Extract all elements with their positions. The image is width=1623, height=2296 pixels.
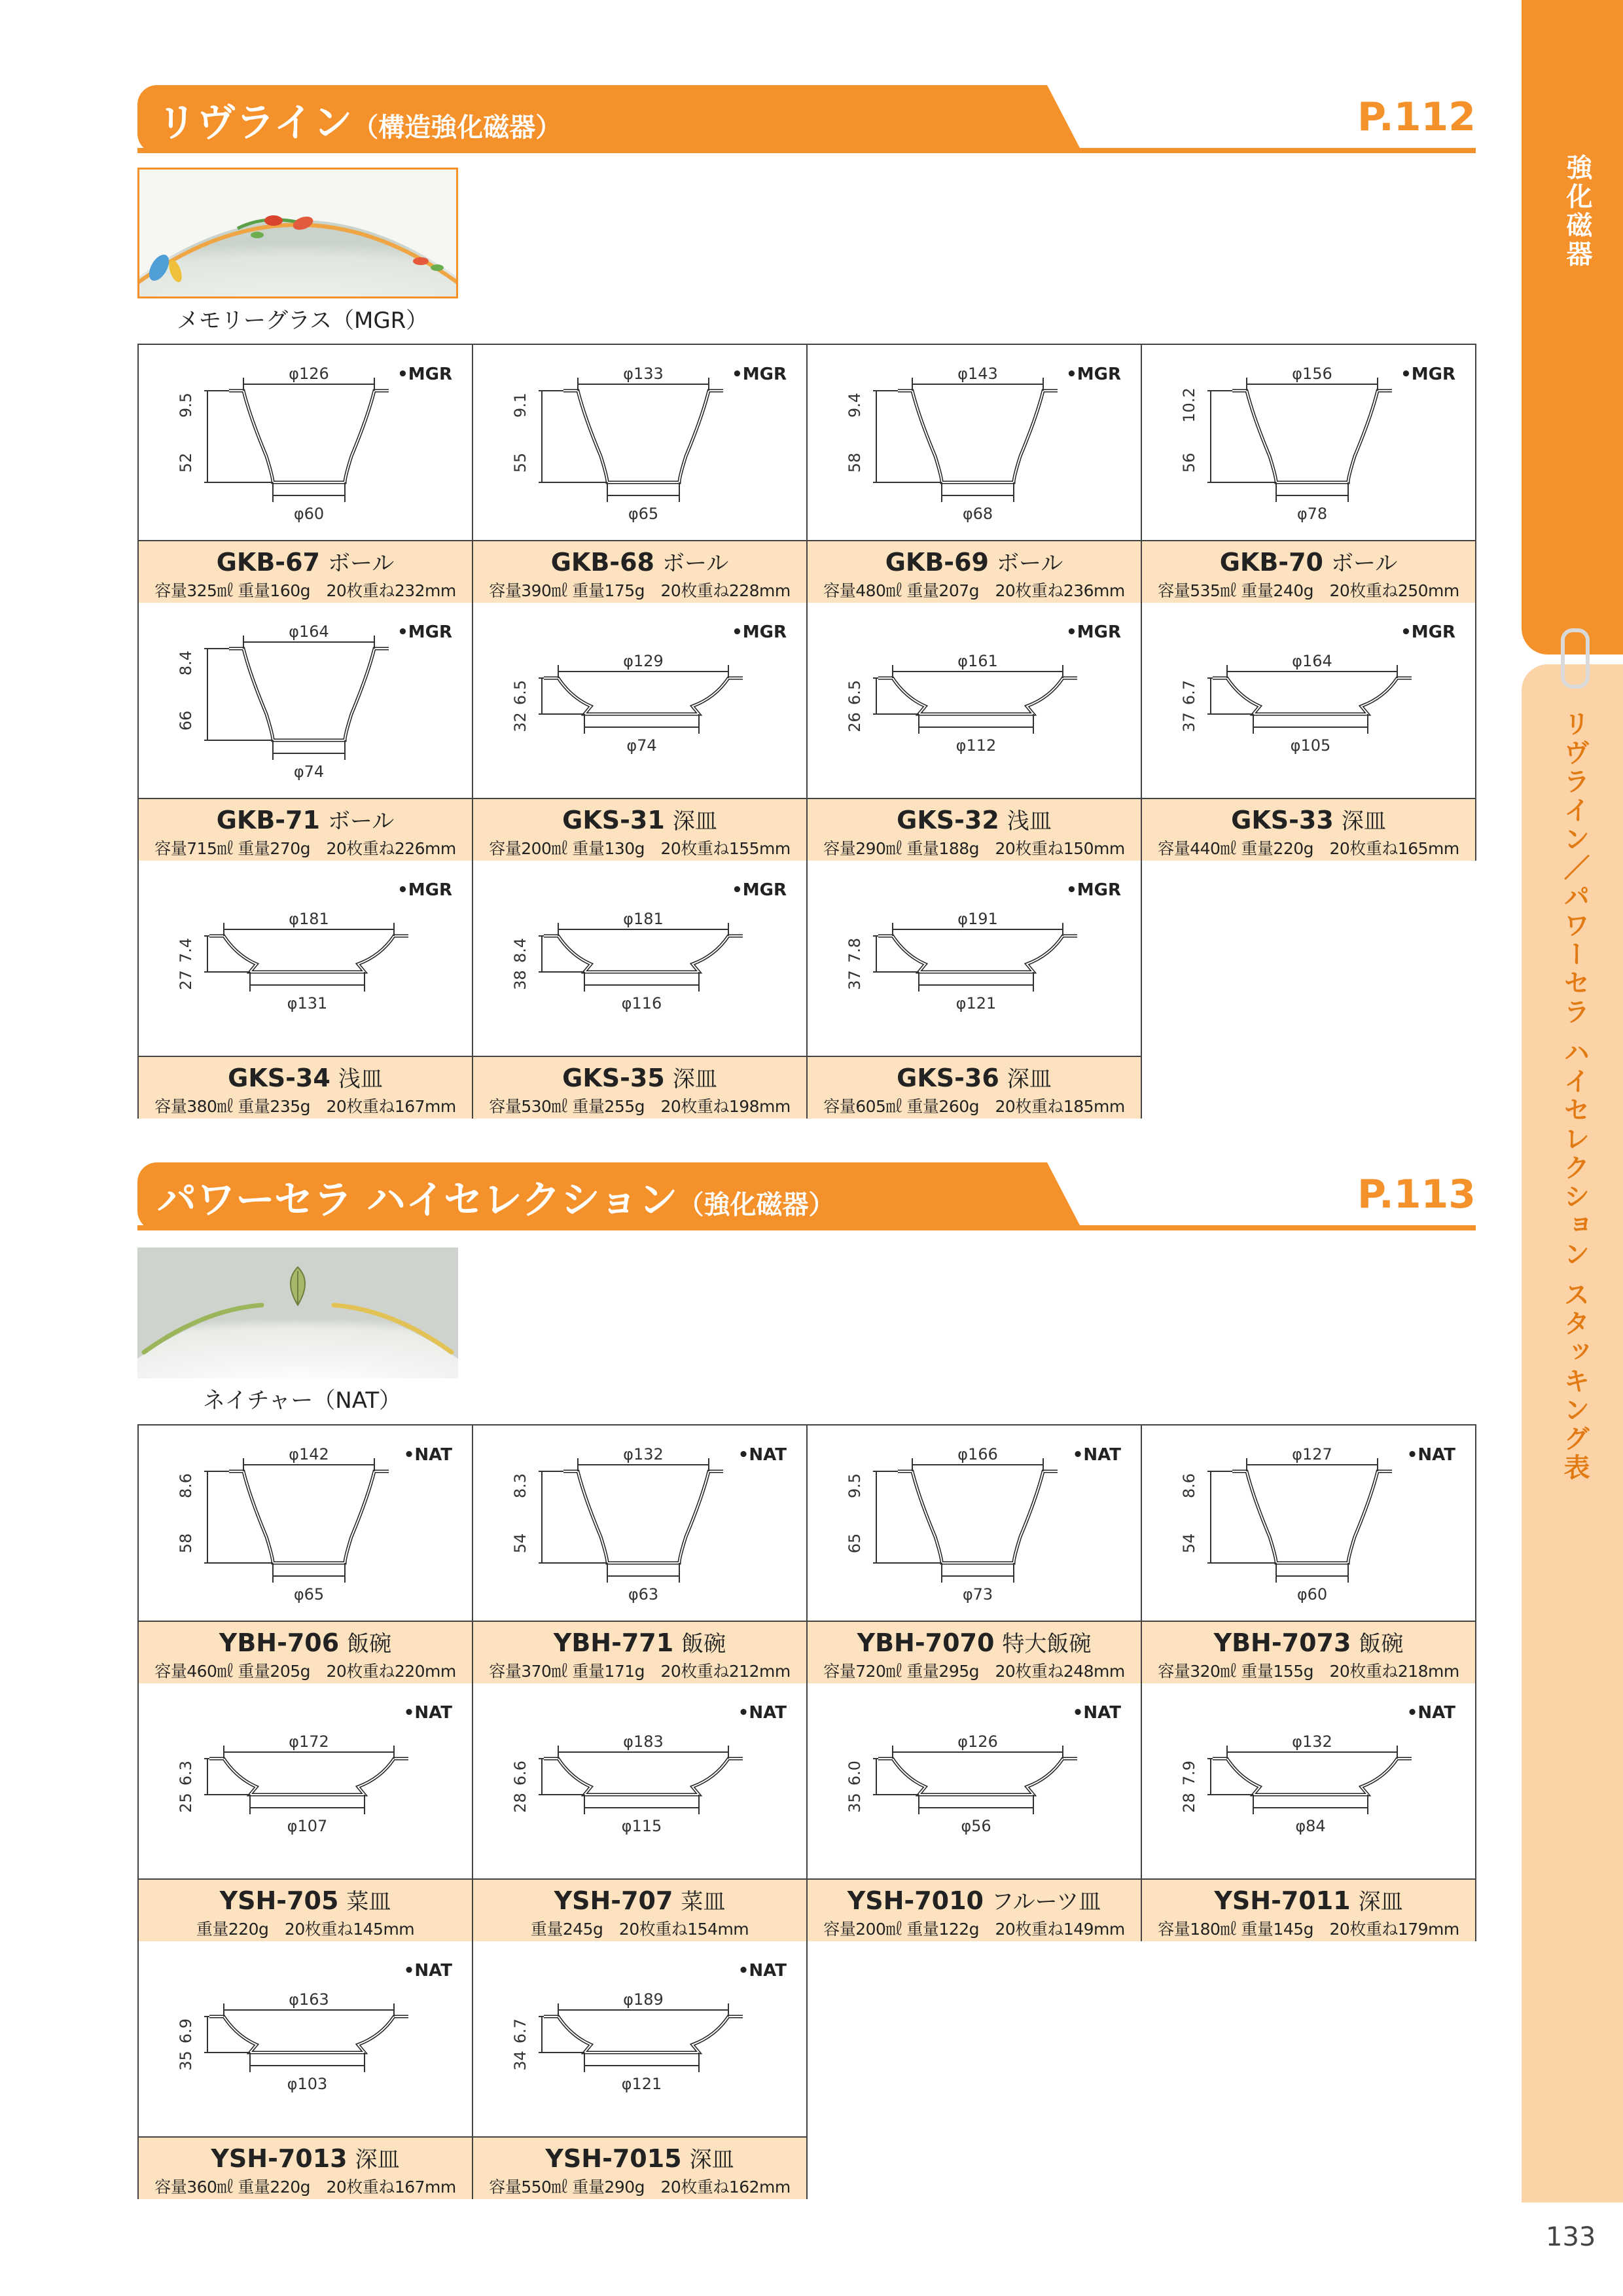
product-info	[139, 540, 472, 603]
model-code: GKS-36	[897, 1064, 999, 1092]
vessel-profile	[563, 391, 723, 482]
model-number	[808, 1061, 1141, 1093]
product-category: 深皿	[1007, 1066, 1052, 1092]
vessel-profile	[229, 1471, 389, 1563]
height-dimension: 28	[1180, 1793, 1198, 1813]
product-category: 深皿	[1358, 1889, 1403, 1915]
top-diameter: φ166	[957, 1445, 998, 1463]
product-cell[interactable]	[808, 345, 1142, 603]
product-info	[473, 1878, 806, 1941]
height-dimension: 37	[846, 970, 864, 990]
rim-dimension: 8.4	[511, 937, 529, 963]
pattern-tag: •NAT	[1406, 1445, 1455, 1465]
base-diameter: φ56	[961, 1817, 991, 1835]
height-dimension: 56	[1180, 452, 1198, 473]
base-diameter: φ63	[628, 1585, 659, 1604]
product-category: 深皿	[672, 808, 717, 834]
pattern-swatch-mgr	[137, 168, 458, 298]
product-info	[139, 1056, 472, 1119]
top-diameter: φ161	[957, 652, 998, 670]
model-code: GKS-31	[562, 806, 665, 834]
product-cell[interactable]	[1142, 345, 1476, 603]
product-spec: 容量325㎖ 重量160g 20枚重ね232mm	[154, 581, 456, 600]
product-info	[473, 798, 806, 861]
height-dimension: 25	[177, 1793, 195, 1813]
pattern-tag: •MGR	[1066, 365, 1121, 384]
model-number	[808, 1884, 1141, 1916]
category-tab-label: 強化磁器	[1562, 154, 1592, 269]
model-number	[473, 2142, 806, 2174]
product-info	[808, 1056, 1141, 1119]
rim-dimension: 9.5	[846, 1473, 864, 1499]
product-info	[808, 540, 1141, 603]
rim-dimension: 6.3	[177, 1760, 195, 1786]
height-dimension: 54	[1180, 1533, 1198, 1554]
rim-dimension: 7.9	[1180, 1760, 1198, 1786]
base-diameter: φ103	[287, 2075, 328, 2093]
top-diameter: φ143	[957, 365, 998, 383]
section-title: リヴライン	[157, 100, 353, 146]
top-diameter: φ163	[289, 1990, 329, 2009]
model-code: GKS-34	[228, 1064, 330, 1092]
pattern-tag: •MGR	[732, 622, 787, 642]
rim-dimension: 8.4	[177, 650, 195, 676]
pattern-caption: ネイチャー（NAT）	[203, 1388, 402, 1414]
top-diameter: φ133	[623, 365, 664, 383]
base-diameter: φ115	[621, 1817, 662, 1835]
model-number	[808, 545, 1141, 577]
product-info	[1142, 798, 1475, 861]
product-info	[808, 798, 1141, 861]
rim-dimension: 7.8	[846, 937, 864, 963]
pattern-tag: •MGR	[732, 365, 787, 384]
product-cell[interactable]	[139, 1683, 473, 1941]
product-info	[139, 1878, 472, 1941]
top-diameter: φ164	[289, 622, 329, 641]
top-diameter: φ132	[1292, 1732, 1332, 1751]
model-code: YSH-7015	[545, 2144, 682, 2173]
base-diameter: φ107	[287, 1817, 328, 1835]
stacking-table-powercera	[137, 1424, 1476, 2199]
pattern-tag: •MGR	[1066, 880, 1121, 900]
pattern-tag: •NAT	[738, 1961, 787, 1981]
page-reference: P.112	[1357, 94, 1476, 140]
rim-dimension: 8.6	[1180, 1473, 1198, 1499]
product-category: 菜皿	[346, 1889, 391, 1915]
product-category: 飯碗	[681, 1631, 726, 1657]
model-code: GKB-67	[216, 548, 320, 577]
height-dimension: 32	[511, 712, 529, 732]
model-number	[1142, 1884, 1475, 1916]
vessel-profile	[1232, 391, 1392, 482]
pattern-tag: •MGR	[397, 880, 452, 900]
top-diameter: φ142	[289, 1445, 329, 1463]
top-diameter: φ172	[289, 1732, 329, 1751]
base-diameter: φ131	[287, 994, 328, 1013]
category-tab[interactable]	[1522, 0, 1623, 655]
product-info	[473, 2136, 806, 2199]
product-spec: 容量290㎖ 重量188g 20枚重ね150mm	[823, 839, 1125, 858]
base-diameter: φ74	[626, 736, 657, 755]
base-diameter: φ73	[962, 1585, 993, 1604]
pattern-tag: •MGR	[1400, 622, 1455, 642]
pattern-tag: •NAT	[738, 1703, 787, 1723]
base-diameter: φ84	[1295, 1817, 1326, 1835]
product-category: 飯碗	[1359, 1631, 1404, 1657]
rim-dimension: 9.1	[511, 392, 529, 418]
model-number	[473, 1061, 806, 1093]
product-cell[interactable]	[473, 1683, 808, 1941]
height-dimension: 35	[177, 2051, 195, 2071]
model-code: GKB-71	[216, 806, 320, 834]
section-header-livline	[137, 85, 1476, 157]
product-cell[interactable]	[139, 1426, 473, 1683]
rim-dimension: 6.5	[511, 679, 529, 706]
top-diameter: φ126	[957, 1732, 998, 1751]
model-code: GKS-33	[1231, 806, 1334, 834]
model-number	[139, 803, 472, 835]
model-code: GKB-70	[1219, 548, 1323, 577]
pattern-tag: •MGR	[1066, 622, 1121, 642]
height-dimension: 37	[1180, 712, 1198, 732]
product-category: 菜皿	[681, 1889, 726, 1915]
model-number	[473, 545, 806, 577]
product-category: ボール	[1330, 550, 1398, 577]
top-diameter: φ126	[289, 365, 329, 383]
top-diameter: φ181	[623, 910, 664, 928]
page-reference: P.113	[1357, 1172, 1476, 1217]
height-dimension: 66	[177, 710, 195, 731]
product-category: ボール	[662, 550, 729, 577]
product-info	[473, 1621, 806, 1683]
pattern-tag: •NAT	[403, 1703, 452, 1723]
page-number: 133	[1546, 2222, 1596, 2252]
product-spec: 容量320㎖ 重量155g 20枚重ね218mm	[1158, 1662, 1459, 1681]
model-number	[473, 1884, 806, 1916]
height-dimension: 27	[177, 970, 195, 990]
product-spec: 容量380㎖ 重量235g 20枚重ね167mm	[154, 1097, 456, 1116]
product-category: 深皿	[355, 2147, 400, 2173]
model-code: YBH-7073	[1213, 1628, 1351, 1657]
top-diameter: φ191	[957, 910, 998, 928]
product-cell[interactable]	[808, 1426, 1142, 1683]
model-code: YBH-706	[219, 1628, 340, 1657]
product-cell[interactable]	[139, 1941, 473, 2199]
product-category: ボール	[327, 808, 395, 834]
product-spec: 容量360㎖ 重量220g 20枚重ね167mm	[154, 2178, 456, 2197]
model-code: YBH-7070	[857, 1628, 995, 1657]
product-spec: 重量220g 20枚重ね145mm	[196, 1920, 415, 1939]
base-diameter: φ112	[955, 736, 997, 755]
model-number	[139, 1884, 472, 1916]
model-code: YSH-7010	[847, 1886, 984, 1915]
height-dimension: 28	[511, 1793, 529, 1813]
product-spec: 容量550㎖ 重量290g 20枚重ね162mm	[489, 2178, 791, 2197]
rim-dimension: 8.3	[511, 1473, 529, 1499]
product-category: ボール	[327, 550, 395, 577]
base-diameter: φ121	[955, 994, 997, 1013]
product-cell[interactable]	[808, 861, 1142, 1119]
model-code: GKS-35	[562, 1064, 665, 1092]
vessel-profile	[229, 649, 389, 740]
base-diameter: φ116	[621, 994, 662, 1013]
product-category: 浅皿	[338, 1066, 383, 1092]
vessel-profile	[898, 391, 1058, 482]
rim-dimension: 6.5	[846, 679, 864, 706]
product-cell[interactable]	[1142, 603, 1476, 861]
product-category: フルーツ皿	[991, 1889, 1101, 1915]
product-spec: 容量720㎖ 重量295g 20枚重ね248mm	[823, 1662, 1125, 1681]
base-diameter: φ68	[962, 505, 993, 523]
rim-dimension: 8.6	[177, 1473, 195, 1499]
rim-dimension: 9.5	[177, 392, 195, 418]
top-diameter: φ129	[623, 652, 664, 670]
product-info	[808, 1621, 1141, 1683]
vessel-profile	[563, 1471, 723, 1563]
product-spec: 容量535㎖ 重量240g 20枚重ね250mm	[1158, 581, 1459, 600]
pattern-caption: メモリーグラス（MGR）	[177, 308, 429, 334]
vessel-profile	[229, 391, 389, 482]
height-dimension: 26	[846, 712, 864, 732]
product-spec: 容量200㎖ 重量122g 20枚重ね149mm	[823, 1920, 1125, 1939]
product-category: 飯碗	[347, 1631, 392, 1657]
model-number	[1142, 545, 1475, 577]
product-info	[473, 1056, 806, 1119]
base-diameter: φ78	[1296, 505, 1328, 523]
product-cell[interactable]	[139, 603, 473, 861]
model-number	[473, 803, 806, 835]
model-code: YBH-771	[553, 1628, 674, 1657]
model-code: YSH-705	[219, 1886, 339, 1915]
product-cell[interactable]	[473, 603, 808, 861]
pattern-tag: •NAT	[1072, 1703, 1121, 1723]
top-diameter: φ127	[1292, 1445, 1332, 1463]
rim-dimension: 9.4	[846, 392, 864, 418]
height-dimension: 58	[177, 1533, 195, 1554]
product-cell[interactable]	[139, 861, 473, 1119]
section-subtitle: （構造強化磁器）	[352, 113, 562, 143]
model-number	[808, 1626, 1141, 1658]
product-spec: 容量390㎖ 重量175g 20枚重ね228mm	[489, 581, 791, 600]
top-diameter: φ132	[623, 1445, 664, 1463]
section-title: パワーセラ ハイセレクション	[157, 1177, 678, 1223]
height-dimension: 35	[846, 1793, 864, 1813]
product-category: 深皿	[672, 1066, 717, 1092]
product-cell[interactable]	[473, 1426, 808, 1683]
pattern-tag: •NAT	[403, 1961, 452, 1981]
product-info	[473, 540, 806, 603]
section-subtitle: （強化磁器）	[677, 1190, 835, 1220]
height-dimension: 34	[511, 2051, 529, 2071]
product-spec: 重量245g 20枚重ね154mm	[530, 1920, 749, 1939]
rim-dimension: 6.6	[511, 1760, 529, 1786]
product-spec: 容量605㎖ 重量260g 20枚重ね185mm	[823, 1097, 1125, 1116]
base-diameter: φ74	[293, 762, 325, 781]
model-number	[473, 1626, 806, 1658]
product-spec: 容量715㎖ 重量270g 20枚重ね226mm	[154, 839, 456, 858]
product-cell[interactable]	[473, 861, 808, 1119]
pattern-swatch-nat	[137, 1247, 458, 1378]
product-spec: 容量200㎖ 重量130g 20枚重ね155mm	[489, 839, 791, 858]
model-code: GKS-32	[897, 806, 999, 834]
rim-dimension: 6.9	[177, 2018, 195, 2044]
height-dimension: 38	[511, 970, 529, 990]
height-dimension: 58	[846, 452, 864, 473]
base-diameter: φ105	[1290, 736, 1331, 755]
model-number	[139, 1061, 472, 1093]
product-cell[interactable]	[1142, 1683, 1476, 1941]
pattern-tag: •MGR	[397, 365, 452, 384]
pattern-tag: •MGR	[1400, 365, 1455, 384]
product-category: 特大飯碗	[1002, 1631, 1092, 1657]
product-category: 深皿	[1341, 808, 1386, 834]
pattern-tag: •NAT	[403, 1445, 452, 1465]
product-cell[interactable]	[473, 345, 808, 603]
product-spec: 容量530㎖ 重量255g 20枚重ね198mm	[489, 1097, 791, 1116]
pattern-tag: •MGR	[732, 880, 787, 900]
model-number	[139, 2142, 472, 2174]
stacking-table-livline	[137, 344, 1476, 1119]
model-code: GKB-69	[885, 548, 989, 577]
pattern-tag: •MGR	[397, 622, 452, 642]
base-diameter: φ65	[293, 1585, 325, 1604]
model-number	[808, 803, 1141, 835]
rim-dimension: 7.4	[177, 937, 195, 963]
top-diameter: φ181	[289, 910, 329, 928]
product-info	[1142, 1621, 1475, 1683]
product-cell[interactable]	[139, 345, 473, 603]
section-tab-label: リヴライン／パワーセラ ハイセレクション スタッキング表	[1560, 710, 1590, 1482]
base-diameter: φ121	[621, 2075, 662, 2093]
pattern-tag: •NAT	[738, 1445, 787, 1465]
product-spec: 容量480㎖ 重量207g 20枚重ね236mm	[823, 581, 1125, 600]
height-dimension: 55	[511, 452, 529, 473]
rim-dimension: 6.7	[511, 2018, 529, 2044]
vessel-profile	[1232, 1471, 1392, 1563]
rim-dimension: 6.7	[1180, 679, 1198, 706]
product-cell[interactable]	[473, 1941, 808, 2199]
base-diameter: φ65	[628, 505, 659, 523]
product-category: 浅皿	[1007, 808, 1052, 834]
product-spec: 容量460㎖ 重量205g 20枚重ね220mm	[154, 1662, 456, 1681]
height-dimension: 54	[511, 1533, 529, 1554]
rim-dimension: 10.2	[1180, 387, 1198, 423]
product-info	[1142, 540, 1475, 603]
model-code: YSH-707	[554, 1886, 673, 1915]
product-info	[808, 1878, 1141, 1941]
model-number	[139, 545, 472, 577]
height-dimension: 52	[177, 452, 195, 473]
model-number	[1142, 803, 1475, 835]
top-diameter: φ183	[623, 1732, 664, 1751]
base-diameter: φ60	[1296, 1585, 1328, 1604]
model-number	[1142, 1626, 1475, 1658]
product-category: ボール	[996, 550, 1063, 577]
model-code: GKB-68	[550, 548, 654, 577]
product-spec: 容量440㎖ 重量220g 20枚重ね165mm	[1158, 839, 1459, 858]
model-number	[139, 1626, 472, 1658]
model-code: YSH-7013	[211, 2144, 348, 2173]
vessel-profile	[898, 1471, 1058, 1563]
product-cell[interactable]	[808, 603, 1142, 861]
product-category: 深皿	[689, 2147, 734, 2173]
top-diameter: φ156	[1292, 365, 1332, 383]
top-diameter: φ164	[1292, 652, 1332, 670]
product-info	[139, 2136, 472, 2199]
model-code: YSH-7011	[1214, 1886, 1351, 1915]
product-info	[139, 798, 472, 861]
pattern-tag: •NAT	[1072, 1445, 1121, 1465]
base-diameter: φ60	[293, 505, 325, 523]
product-spec: 容量370㎖ 重量171g 20枚重ね212mm	[489, 1662, 791, 1681]
top-diameter: φ189	[623, 1990, 664, 2009]
rim-dimension: 6.0	[846, 1760, 864, 1786]
binder-ring-icon	[1561, 628, 1590, 689]
section-header-powercera	[137, 1162, 1476, 1234]
product-info	[139, 1621, 472, 1683]
product-cell[interactable]	[1142, 1426, 1476, 1683]
product-spec: 容量180㎖ 重量145g 20枚重ね179mm	[1158, 1920, 1459, 1939]
product-info	[1142, 1878, 1475, 1941]
pattern-tag: •NAT	[1406, 1703, 1455, 1723]
product-cell[interactable]	[808, 1683, 1142, 1941]
height-dimension: 65	[846, 1533, 864, 1554]
